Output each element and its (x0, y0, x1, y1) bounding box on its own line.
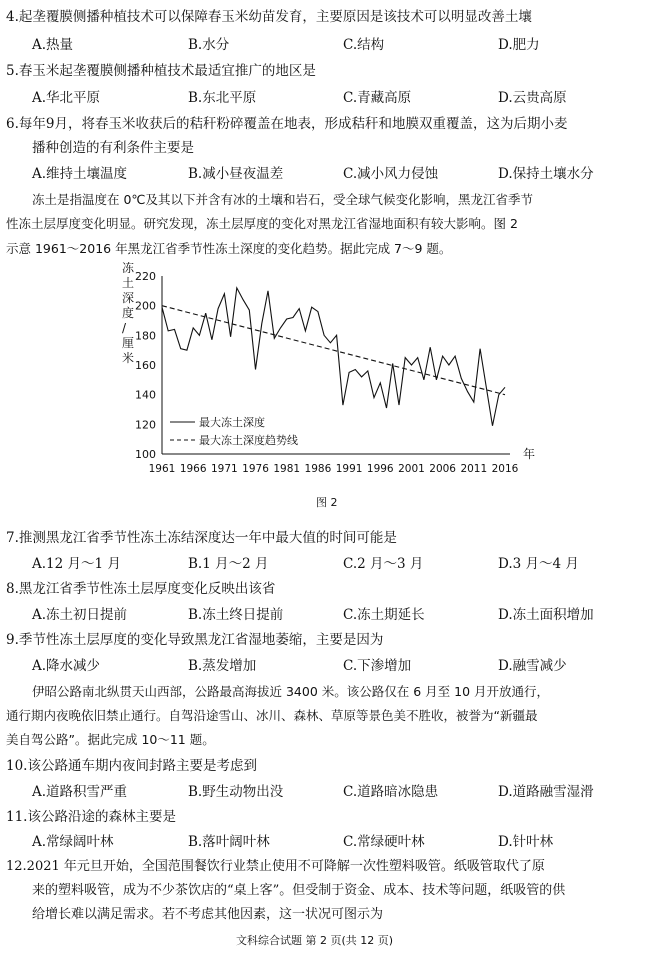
q5-option-b: B.东北平原 (188, 90, 257, 106)
legend-label-max-depth: 最大冻土深度 (199, 416, 265, 429)
q7-option-c: C.2 月～3 月 (343, 556, 424, 572)
q5-option-d: D.云贵高原 (498, 90, 567, 106)
q10-option-c: C.道路暗冰隐患 (343, 784, 439, 800)
y-tick-label: 100 (135, 448, 156, 461)
q7-option-b: B.1 月～2 月 (188, 556, 269, 572)
q9-option-c: C.下渗增加 (343, 658, 412, 674)
y-tick-label: 120 (135, 418, 156, 432)
q11-option-d: D.针叶林 (498, 834, 554, 850)
q4-option-b: B.水分 (188, 37, 230, 53)
q6-stem-line2: 播种创造的有利条件主要是 (32, 140, 194, 156)
q11-option-a: A.常绿阔叶林 (32, 834, 114, 850)
passage2-line3: 美自驾公路”。据此完成 10～11 题。 (6, 732, 215, 747)
legend-label-trend: 最大冻土深度趋势线 (199, 434, 298, 447)
y-tick-label: 160 (135, 359, 156, 372)
page-footer: 文科综合试题 第 2 页(共 12 页) (236, 934, 394, 947)
q9-option-d: D.融雪减少 (498, 658, 567, 674)
q4-option-a: A.热量 (32, 37, 74, 53)
q6-stem-line1: 6.每年9月，将春玉米收获后的秸秆粉碎覆盖在地表，形成秸秆和地膜双重覆盖，这为后期小麦 (6, 116, 568, 132)
q5-option-c: C.青藏高原 (343, 90, 412, 106)
x-axis-label: 年 (523, 447, 536, 461)
x-tick-label: 1986 (304, 463, 332, 475)
figure-caption: 图 2 (316, 496, 338, 509)
x-tick-label: 1966 (179, 463, 207, 475)
q12-line1: 12.2021 年元旦开始，全国范围餐饮行业禁止使用不可降解一次性塑料吸管。纸吸管取代了原 (6, 859, 545, 874)
q6-option-a: A.维持土壤温度 (32, 166, 128, 182)
q11-option-b: B.落叶阔叶林 (188, 834, 270, 850)
q10-option-d: D.道路融雪湿滑 (498, 784, 594, 800)
q6-option-b: B.减小昼夜温差 (188, 166, 284, 182)
x-tick-label: 1991 (335, 463, 363, 475)
x-tick-label: 1971 (210, 463, 238, 475)
passage1-line3: 示意 1961～2016 年黑龙江省季节性冻土深度的变化趋势。据此完成 7～9 题。 (6, 241, 452, 256)
q8-option-b: B.冻土终日提前 (188, 607, 284, 623)
q11-option-c: C.常绿硬叶林 (343, 834, 425, 850)
q6-option-c: C.减小风力侵蚀 (343, 166, 439, 182)
q8-option-d: D.冻土面积增加 (498, 607, 594, 623)
x-tick-label: 1981 (273, 463, 301, 475)
passage2-line1: 伊昭公路南北纵贯天山西部，公路最高海拔近 3400 米。该公路仅在 6 月至 10 月开放通行， (32, 684, 550, 699)
x-tick-label: 1976 (242, 463, 269, 475)
q12-line3: 给增长难以满足需求。若不考虑其他因素，这一状况可图示为 (32, 907, 384, 922)
q8-option-a: A.冻土初日提前 (32, 607, 128, 623)
q5-stem: 5.春玉米起垄覆膜侧播种植技术最适宜推广的地区是 (6, 63, 316, 79)
q10-stem: 10.该公路通车期内夜间封路主要是考虑到 (6, 758, 257, 774)
q8-option-c: C.冻土期延长 (343, 607, 425, 623)
q4-option-c: C.结构 (343, 37, 385, 53)
y-tick-label: 220 (135, 270, 156, 283)
max-depth-line (162, 288, 505, 426)
legend (170, 415, 298, 447)
q6-option-d: D.保持土壤水分 (498, 166, 594, 182)
x-tick-label: 2016 (491, 463, 519, 475)
q5-option-a: A.华北平原 (32, 90, 101, 106)
y-tick-label: 140 (135, 388, 156, 402)
q9-option-b: B.蒸发增加 (188, 658, 257, 674)
y-tick-label: 180 (135, 329, 156, 343)
passage2-line2: 通行期内夜晚依旧禁止通行。自驾沿途雪山、冰川、森林、草原等景色美不胜收，被誉为“新疆最 (6, 708, 538, 723)
q7-option-d: D.3 月～4 月 (498, 556, 579, 572)
x-tick-label: 2001 (398, 463, 425, 475)
q7-option-a: A.12 月～1 月 (32, 556, 121, 572)
trend-line (162, 306, 505, 395)
x-tick-label: 2006 (429, 463, 457, 475)
y-axis-label: 冻土深度/厘米 (122, 262, 135, 365)
q4-option-d: D.肥力 (498, 37, 540, 53)
x-tick-label: 1961 (148, 463, 176, 475)
q12-line2: 来的塑料吸管，成为不少茶饮店的“桌上客”。但受制于资金、成本、技术等问题，纸吸管的供 (32, 883, 566, 898)
passage1-line2: 性冻土层厚度变化明显。研究发现，冻土层厚度的变化对黑龙江省湿地面积有较大影响。图 2 (6, 216, 518, 231)
q10-option-a: A.道路积雪严重 (32, 784, 128, 800)
q8-stem: 8.黑龙江省季节性冻土层厚度变化反映出该省 (6, 581, 276, 597)
q9-option-a: A.降水减少 (32, 658, 101, 674)
q7-stem: 7.推测黑龙江省季节性冻土冻结深度达一年中最大值的时间可能是 (6, 530, 397, 546)
q9-stem: 9.季节性冻土层厚度的变化导致黑龙江省湿地萎缩，主要是因为 (6, 632, 384, 648)
q4-stem: 4.起垄覆膜侧播种植技术可以保障春玉米幼苗发育，主要原因是该技术可以明显改善土壤 (6, 9, 532, 25)
frozen-soil-depth-chart (100, 262, 560, 492)
y-tick-label: 200 (135, 299, 156, 313)
x-tick-label: 1996 (366, 463, 394, 475)
q11-stem: 11.该公路沿途的森林主要是 (6, 809, 176, 825)
x-tick-label: 2011 (460, 463, 488, 475)
q10-option-b: B.野生动物出没 (188, 784, 284, 800)
passage1-line1: 冻土是指温度在 0℃及其以下并含有冰的土壤和岩石，受全球气候变化影响，黑龙江省季节 (32, 192, 533, 207)
